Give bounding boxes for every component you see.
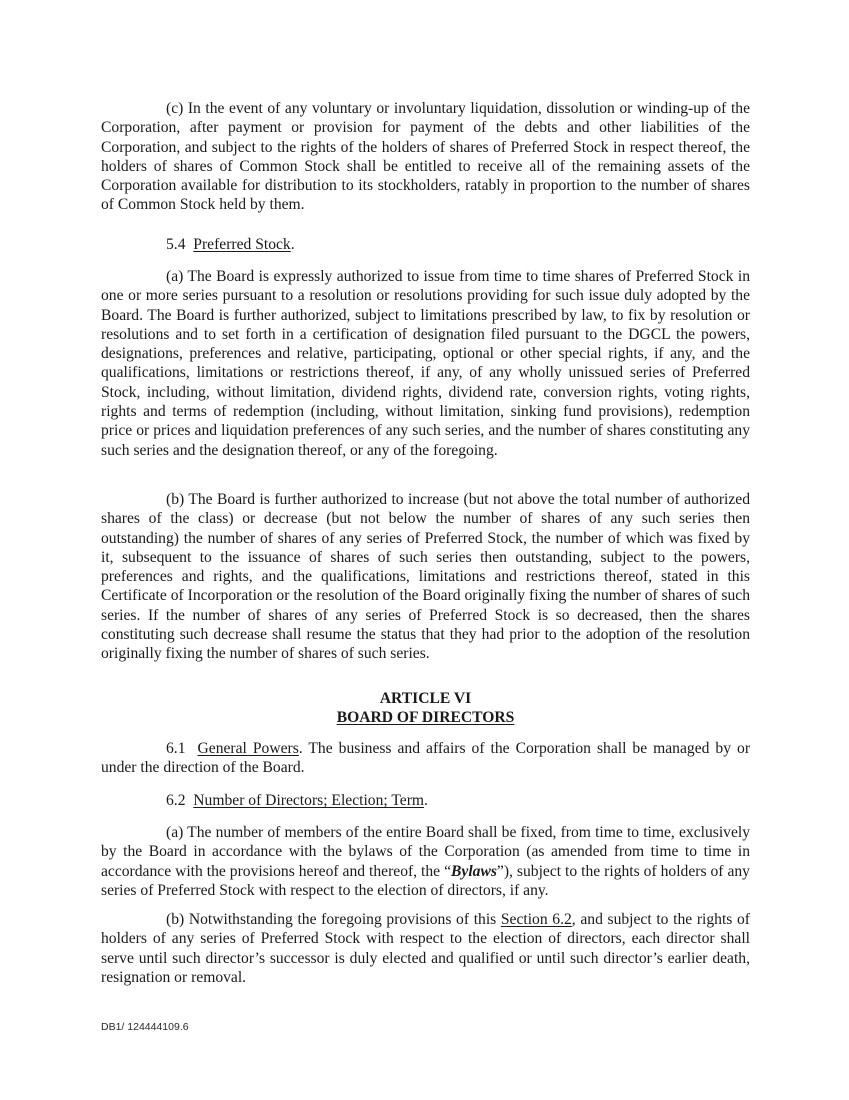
- paragraph-5-4-a: (a) The Board is expressly authorized to issue from time to time shares of Preferred Stock in one or more series pursuant to a resolution or resolutions providing for such issue duly adopted by the Board. The Board is further authorized, subject to limitations prescribed by law, to fix by resolution or resolutions and to set forth in a certification of designation filed pursuant to the DGCL the powers, designations, preferences and relative, participating, optional or other special rights, if any, and the qualifications, limitations or restrictions thereof, if any, of any wholly unissued series of Preferred Stock, including, without limitation, dividend rights, dividend rate, conversion rights, voting rights, rights and terms of redemption (including, without limitation, sinking fund provisions), redemption price or prices and liquidation preferences of any such series, and the number of shares constituting any such series and the designation thereof, or any of the foregoing.: [101, 268, 750, 459]
- section-number: 5.4: [166, 236, 186, 253]
- paragraph-6-1: 6.1 General Powers. The business and affairs of the Corporation shall be managed by or under the direction of the Board.: [101, 740, 751, 777]
- section-title: General Powers: [197, 740, 299, 757]
- section-body: The business and affairs of the Corporation shall be managed by or under the direction of the Board.: [101, 740, 751, 777]
- article-title: [101, 708, 750, 727]
- article-title-text: BOARD OF DIRECTORS: [336, 709, 515, 726]
- section-title: Preferred Stock: [193, 236, 291, 253]
- article-number: ARTICLE VI: [379, 690, 472, 707]
- section-reference-link[interactable]: Section 6.2: [500, 911, 572, 928]
- section-5-4-heading: 5.4 Preferred Stock.: [166, 236, 295, 253]
- paragraph-5-3-c: (c) In the event of any voluntary or involuntary liquidation, dissolution or winding-up of the Corporation, after payment or provision for payment of the debts and other liabilities of the Corporation, and subject to the rights of the holders of shares of Preferred Stock in respect thereof, the holders of shares of Common Stock shall be entitled to receive all of the remaining assets of the Corporation available for distribution to its stockholders, ratably in proportion to the number of shares of Common Stock held by them.: [101, 100, 750, 214]
- paragraph-6-2-a: [101, 823, 750, 900]
- paragraph-5-4-b: (b) The Board is further authorized to increase (but not above the total number of authorized shares of the class) or decrease (but not below the number of shares of any such series then outstanding) the number of shares of any series of Preferred Stock, the number of which was fixed by it, subsequent to the issuance of shares of such series then outstanding, subject to the powers, preferences and rights, and the qualifications, limitations and restrictions thereof, stated in this Certificate of Incorporation or the resolution of the Board originally fixing the number of shares of such series. If the number of shares of any series of Preferred Stock is so decreased, then the shares constituting such decrease shall resume the status that they had prior to the adoption of the resolution originally fixing the number of shares of such series.: [101, 491, 750, 663]
- defined-term-bylaws: Bylaws: [451, 862, 497, 880]
- section-number: 6.1: [166, 740, 186, 757]
- paragraph-text: (a) The number of members of the entire Board shall be fixed, from time to time, exclusively by the Board in accordance with the bylaws of the Corporation (as amended from time to time in accordance with the provisions hereof and thereof, the “: [101, 824, 750, 880]
- document-footer-id: DB1/ 124444109.6: [101, 1021, 189, 1033]
- paragraph-6-2-b: [101, 910, 750, 987]
- section-title: Number of Directors; Election; Term: [193, 792, 425, 809]
- section-6-2-heading: 6.2 Number of Directors; Election; Term.: [166, 792, 428, 809]
- section-number: 6.2: [166, 792, 186, 809]
- paragraph-text: (b) Notwithstanding the foregoing provisions of this: [166, 911, 501, 928]
- paragraph-text: ”), subject to the rights of holders of any series of Preferred Stock with respect to the election of directors, if any.: [101, 862, 750, 899]
- paragraph-text: , and subject to the rights of holders of any series of Preferred Stock with respect to the election of directors, each director shall serve until such director’s successor is duly elected and qualified or until such director’s earlier death, resignation or removal.: [101, 911, 750, 986]
